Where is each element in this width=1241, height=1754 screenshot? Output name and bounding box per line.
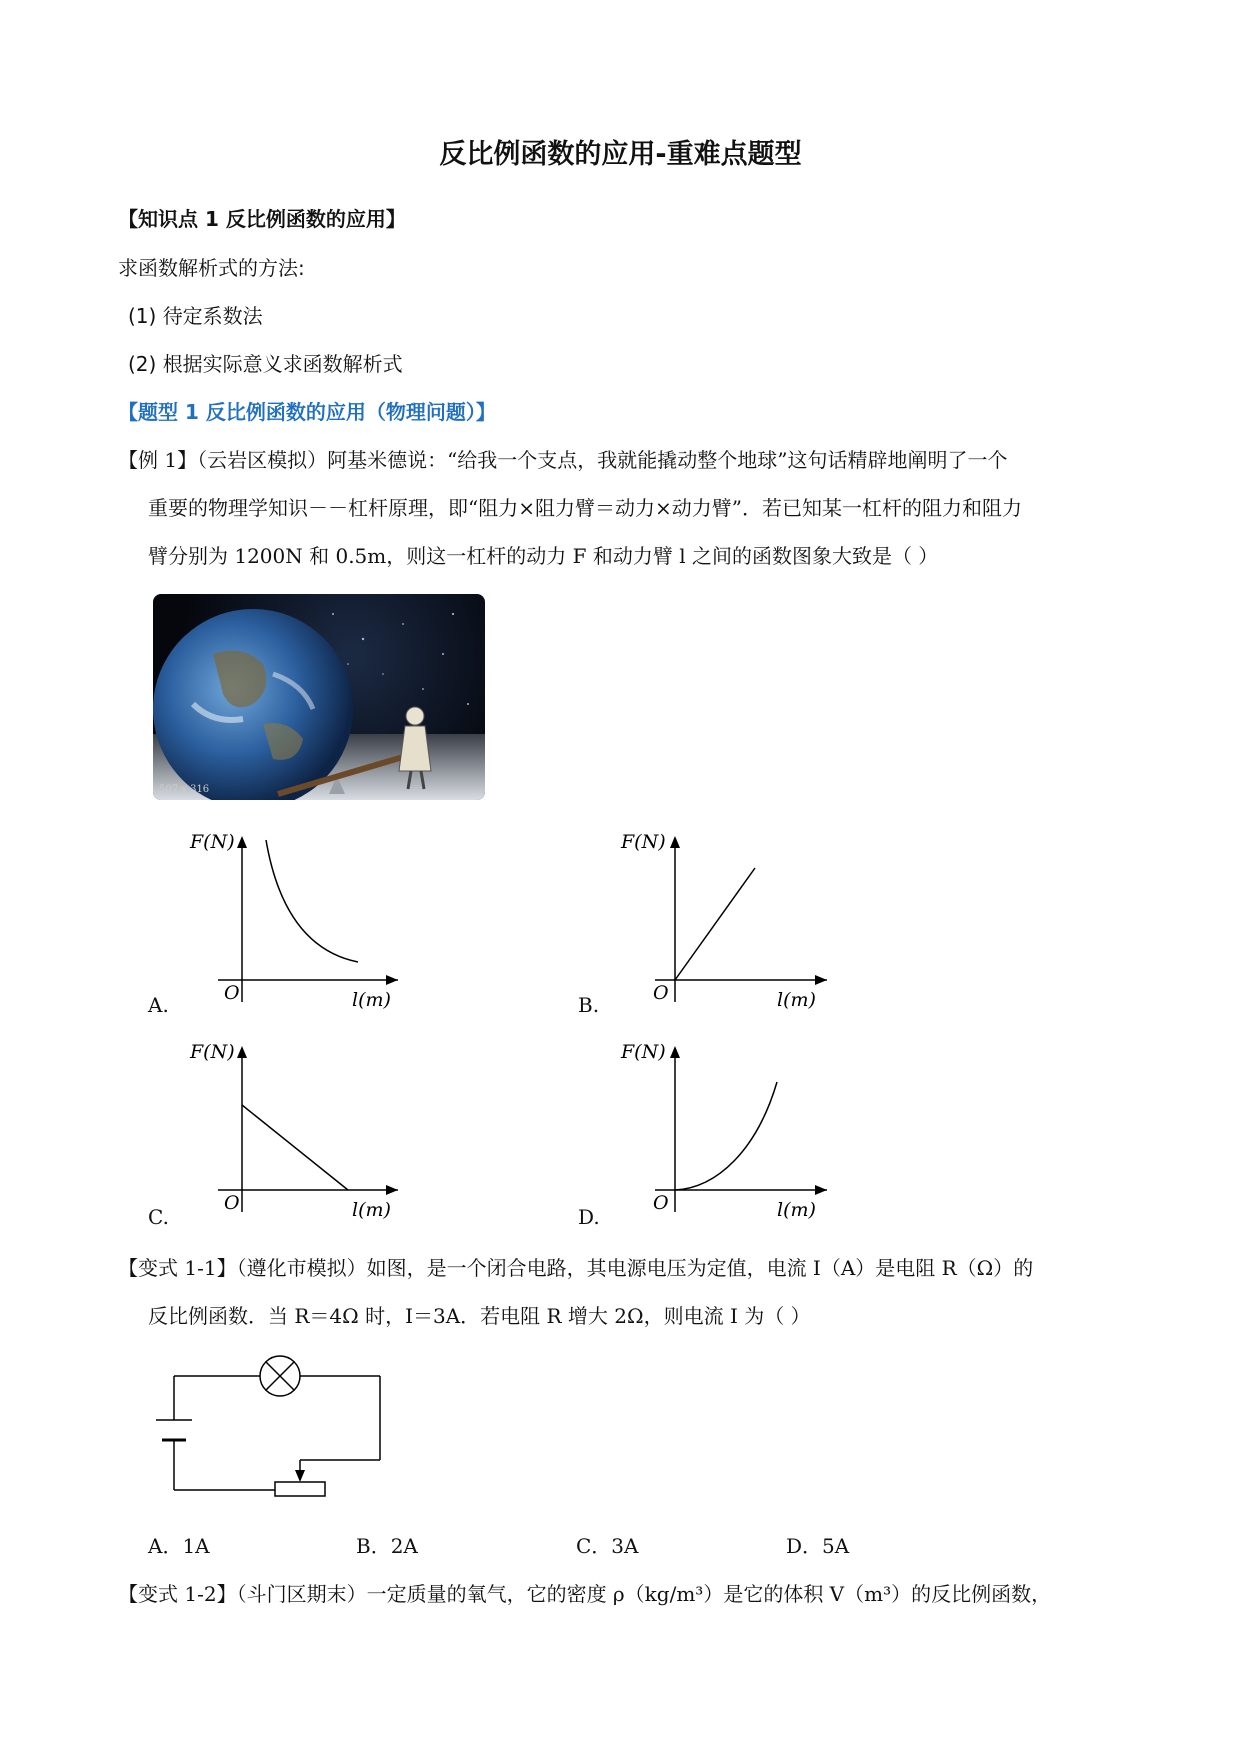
- knowledge-heading: 【知识点 1 反比例函数的应用】: [118, 207, 406, 231]
- variant1-1-line1: 【变式 1-1】（遵化市模拟）如图，是一个闭合电路，其电源电压为定值，电流 I（A）是电阻 R（Ω）的: [118, 1256, 1034, 1280]
- method-2: (2) 根据实际意义求函数解析式: [128, 352, 403, 376]
- rheostat-icon: [275, 1482, 325, 1496]
- example1-line3: 臂分别为 1200N 和 0.5m，则这一杠杆的动力 F 和动力臂 l 之间的函数图象大致是（ ）: [148, 544, 939, 568]
- graph-c-y-label: F(N): [190, 1041, 235, 1063]
- graph-d-curve: [675, 1082, 777, 1190]
- example1-line2: 重要的物理学知识－－杠杆原理，即“阻力×阻力臂＝动力×动力臂”．若已知某一杠杆的阻力和阻力: [148, 496, 1022, 520]
- graph-a-origin: O: [224, 982, 240, 1004]
- graph-b-y-label: F(N): [621, 831, 666, 853]
- variant1-1-option-a[interactable]: A．1A: [148, 1534, 210, 1558]
- graph-a[interactable]: [188, 830, 398, 1010]
- graph-c-line: [242, 1105, 348, 1190]
- variant1-1-option-c[interactable]: C．3A: [576, 1534, 639, 1558]
- photo-caption: 507 x 316: [159, 784, 210, 795]
- graph-b-origin: O: [653, 982, 669, 1004]
- graph-d-origin: O: [653, 1192, 669, 1214]
- graph-a-curve: [266, 840, 358, 962]
- option-c-label[interactable]: C.: [148, 1205, 169, 1229]
- graph-d-y-label: F(N): [621, 1041, 666, 1063]
- graph-c[interactable]: [188, 1040, 398, 1220]
- variant1-1-option-d[interactable]: D．5A: [786, 1534, 850, 1558]
- method-1: (1) 待定系数法: [128, 304, 263, 328]
- knowledge-intro: 求函数解析式的方法:: [118, 256, 305, 280]
- graph-b[interactable]: [617, 830, 827, 1010]
- page-title: 反比例函数的应用-重难点题型: [439, 139, 802, 170]
- graph-a-y-label: F(N): [190, 831, 235, 853]
- graph-d[interactable]: [617, 1040, 827, 1220]
- graph-c-x-label: l(m): [352, 1199, 391, 1220]
- graph-c-origin: O: [224, 1192, 240, 1214]
- variant1-2-line1: 【变式 1-2】（斗门区期末）一定质量的氧气，它的密度 ρ（kg/m³）是它的体积 V（m³）的反比例函数，: [118, 1582, 1052, 1606]
- circuit-diagram: [150, 1340, 390, 1510]
- graph-d-x-label: l(m): [777, 1199, 816, 1220]
- archimedes-lever-photo: [153, 594, 485, 800]
- graph-a-x-label: l(m): [352, 989, 391, 1010]
- variant1-1-line2: 反比例函数．当 R＝4Ω 时，I＝3A．若电阻 R 增大 2Ω，则电流 I 为（ ）: [148, 1304, 811, 1328]
- option-d-label[interactable]: D.: [578, 1205, 600, 1229]
- graph-b-line: [675, 868, 755, 980]
- variant1-1-option-b[interactable]: B．2A: [356, 1534, 418, 1558]
- type1-heading: 【题型 1 反比例函数的应用（物理问题）】: [118, 400, 496, 424]
- example1-line1: 【例 1】（云岩区模拟）阿基米德说：“给我一个支点，我就能撬动整个地球”这句话精辟地阐明了一个: [118, 448, 1008, 472]
- graph-b-x-label: l(m): [777, 989, 816, 1010]
- option-b-label[interactable]: B.: [578, 993, 600, 1017]
- option-a-label[interactable]: A.: [148, 993, 169, 1017]
